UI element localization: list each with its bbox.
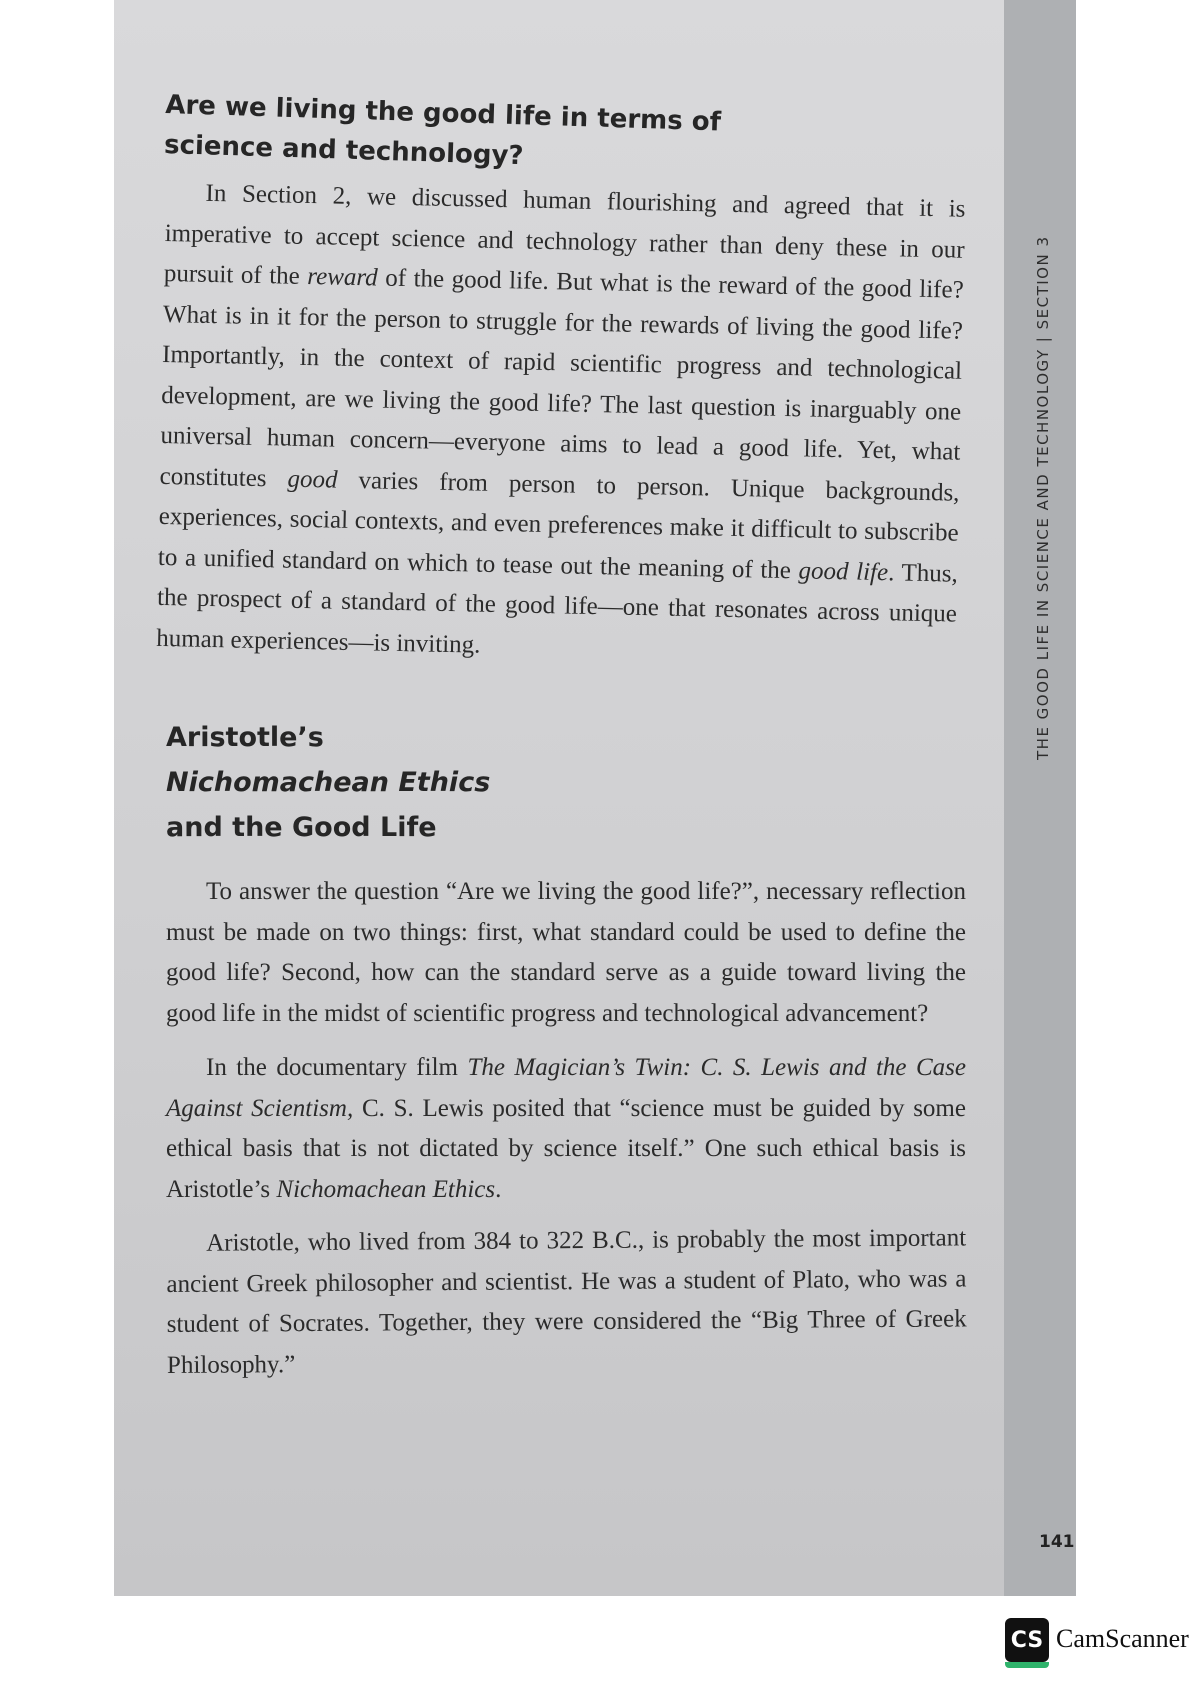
camscanner-logo-icon: CS [1005,1618,1049,1662]
paragraph-1: In Section 2, we discussed human flourishing and agreed that it is imperative to accept science and technology rather than deny these in our pursuit of the reward of the good life. But what is the reward of the good life? What is in it for the person to struggle for the rewards of living the good life? Importantly, in the context of rapid scientific progress and technological development, are we living the good life? The last question is inarguably one universal human concern—everyone aims to lead a good life. Yet, what constitutes good varies from person to person. Unique backgrounds, experiences, social contexts, and even preferences make it difficult to subscribe to a unified standard on which to tease out the meaning of the good life. Thus, the prospect of a standard of the good life—one that resonates across unique human experiences—is inviting. [155,179,966,659]
camscanner-watermark: CamScanner [1056,1624,1189,1653]
subsection-heading-line-2: and the Good Life [166,812,437,843]
book-title: Nichomachean Ethics [276,1175,496,1203]
section-heading-line-2: science and technology? [163,129,524,172]
subsection-heading-line-1: Aristotle’s Nichomachean Ethics [166,722,491,798]
paragraph-2: To answer the question “Are we living the good life?”, necessary reflection must be made on two things: first, what standard could be used to define the good life? Second, how can the standard serve as a guide toward living the good life in the midst of scientific progress and technological advancement? [166,878,966,1027]
book-page [114,0,1076,1596]
page-content [155,85,967,1386]
section-heading [163,85,965,190]
emphasis-good-life: good life [798,556,889,586]
running-header: THE GOOD LIFE IN SCIENCE AND TECHNOLOGY | SECTION 3 [1034,235,1052,760]
subsection-heading [166,715,966,850]
paragraph-3: In the documentary film The Magician’s Twin: C. S. Lewis and the Case Against Scientism, C. S. Lewis posited that “science must be guided by some ethical basis that is not dictated by science itself.” One such ethical basis is Aristotle’s Nichomachean Ethics. [166,1054,966,1203]
paragraph-4: Aristotle, who lived from 384 to 322 B.C., is probably the most important ancient Greek philosopher and scientist. He was a student of Plato, who was a student of Socrates. Together, they were considered the “Big Three of Greek Philosophy.” [166,1224,967,1379]
film-title: The Magician’s Twin: C. S. Lewis and the Case Against Scientism, [166,1054,966,1122]
page-number: 141 [1039,1532,1075,1552]
emphasis-good: good [287,465,338,494]
emphasis-reward: reward [307,262,378,292]
section-heading-line-1: Are we living the good life in terms of [164,89,722,138]
